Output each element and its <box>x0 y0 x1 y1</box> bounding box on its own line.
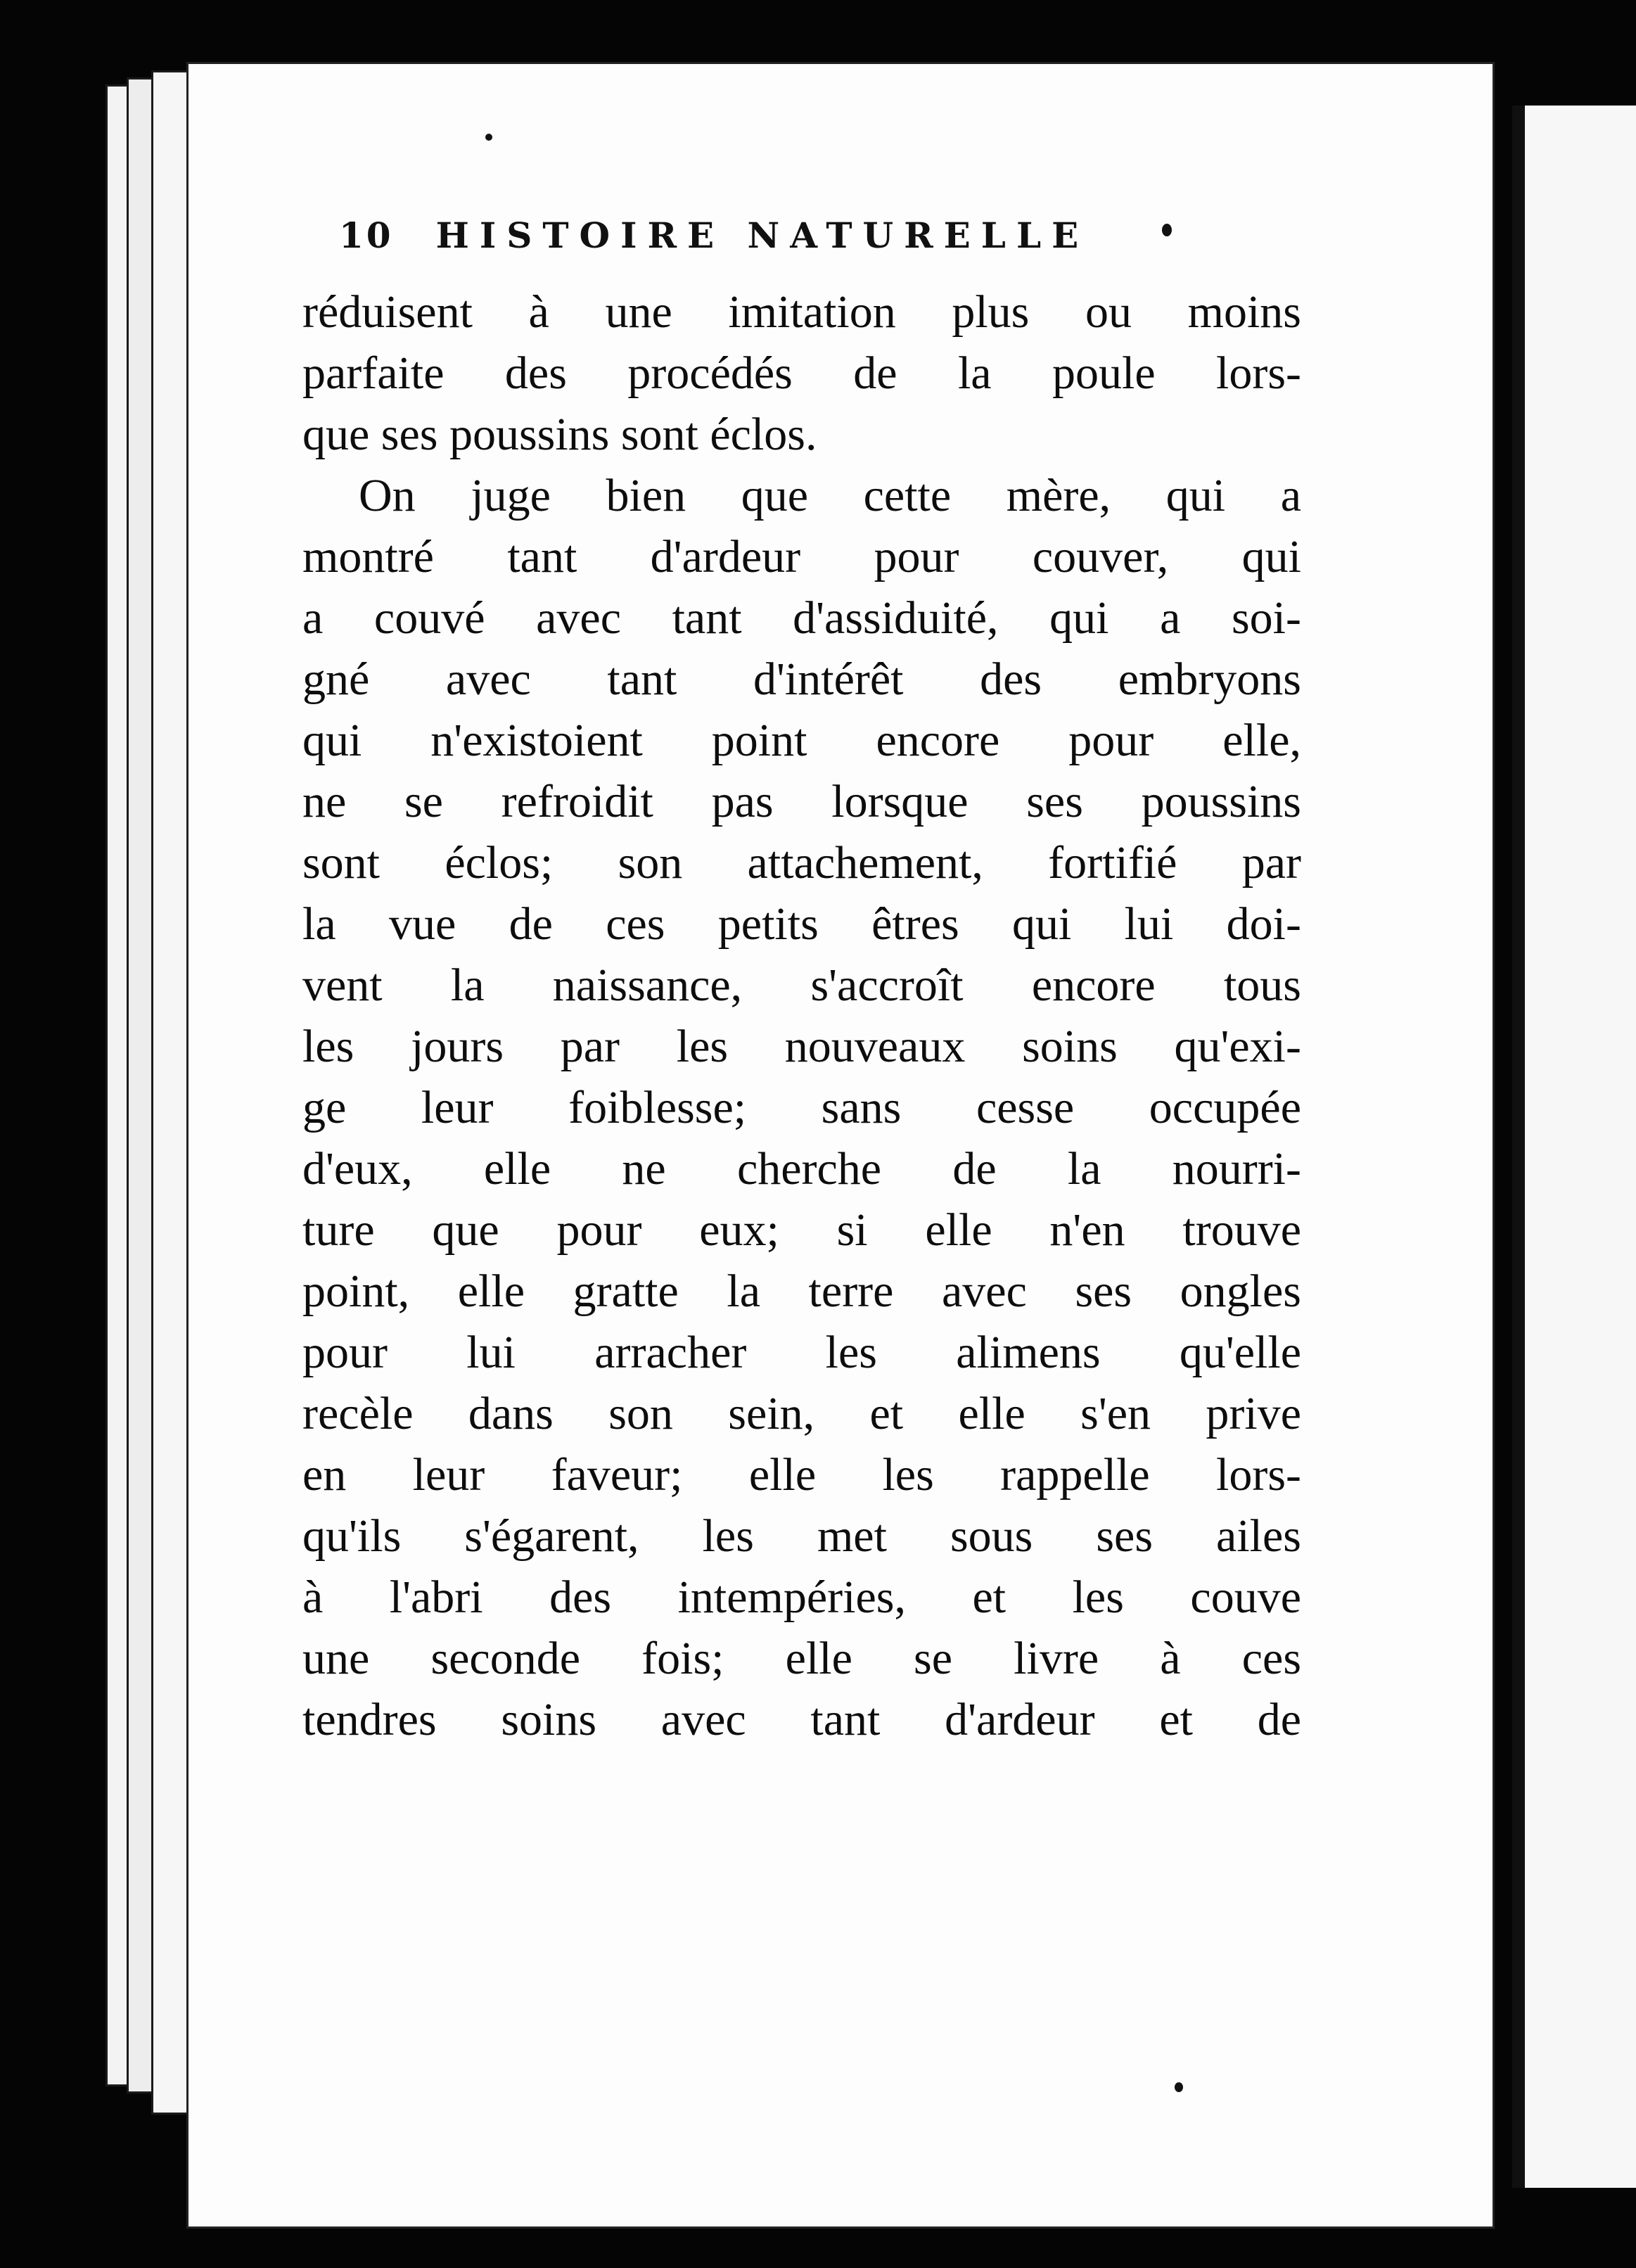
text-line: à l'abri des intempéries, et les couve <box>302 1572 1301 1623</box>
text-line: d'eux, elle ne cherche de la nourri- <box>302 1143 1301 1194</box>
text-line: les jours par les nouveaux soins qu'exi- <box>302 1021 1301 1072</box>
text-line: ge leur foiblesse; sans cesse occupée <box>302 1082 1301 1133</box>
text-line: point, elle gratte la terre avec ses ongles <box>302 1266 1301 1317</box>
text-line: recèle dans son sein, et elle s'en prive <box>302 1388 1301 1439</box>
text-line: gné avec tant d'intérêt des embryons <box>302 654 1301 705</box>
text-line: que ses poussins sont éclos. <box>302 409 817 460</box>
text-line: qui n'existoient point encore pour elle, <box>302 715 1301 766</box>
text-line: réduisent à une imitation plus ou moins <box>302 286 1301 338</box>
text-line: en leur faveur; elle les rappelle lors- <box>302 1449 1301 1501</box>
text-line: ne se refroidit pas lorsque ses poussins <box>302 776 1301 827</box>
text-line: sont éclos; son attachement, fortifié par <box>302 837 1301 888</box>
running-title: HISTOIRE NATURELLE <box>435 215 1089 256</box>
text-line: tendres soins avec tant d'ardeur et de <box>302 1694 1301 1745</box>
text-line: On juge bien que cette mère, qui a <box>359 470 1301 521</box>
text-line: pour lui arracher les alimens qu'elle <box>302 1327 1301 1378</box>
text-line: qu'ils s'égarent, les met sous ses ailes <box>302 1510 1301 1562</box>
text-line: ture que pour eux; si elle n'en trouve <box>302 1204 1301 1256</box>
text-line: montré tant d'ardeur pour couver, qui <box>302 531 1301 582</box>
text-line: vent la naissance, s'accroît encore tous <box>302 960 1301 1011</box>
text-line: parfaite des procédés de la poule lors- <box>302 348 1301 399</box>
text-line: a couvé avec tant d'assiduité, qui a soi- <box>302 592 1301 644</box>
running-header <box>339 215 1253 256</box>
page-number: 10 <box>339 215 394 256</box>
text-line: la vue de ces petits êtres qui lui doi- <box>302 898 1301 950</box>
adjacent-page-edge <box>1512 106 1636 2188</box>
ink-speck <box>485 134 492 141</box>
text-line: une seconde fois; elle se livre à ces <box>302 1633 1301 1684</box>
body-text <box>302 281 1301 1750</box>
ink-speck <box>1175 2082 1183 2092</box>
